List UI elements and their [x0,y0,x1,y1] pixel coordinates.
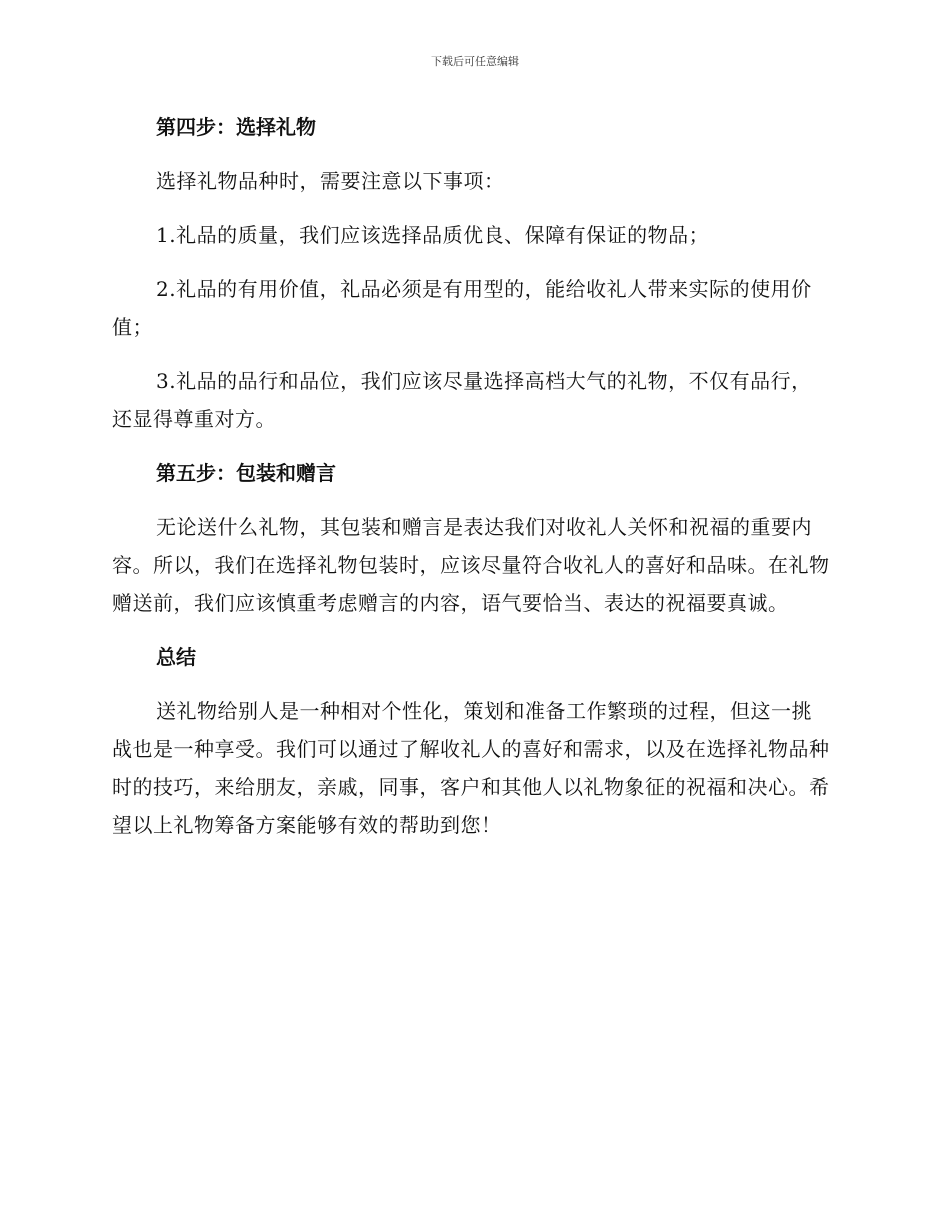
step4-heading: 第四步：选择礼物 [156,115,316,139]
step4-intro: 选择礼物品种时，需要注意以下事项： [156,169,505,193]
step5-heading: 第五步：包装和赠言 [156,461,336,485]
step4-item-2: 2.礼品的有用价值，礼品必须是有用型的，能给收礼人带来实际的使用价值； [112,277,812,339]
summary-body: 送礼物给别人是一种相对个性化，策划和准备工作繁琐的过程，但这一挑战也是一种享受。我们可以通过了解收礼人的喜好和需求，以及在选择礼物品种时的技巧，来给朋友，亲戚，同事，客户和其他人以礼物象征的祝福和决心。希望以上礼物筹备方案能够有效的帮助到您！ [112,699,830,837]
document-body [112,108,832,860]
step4-item-1: 1.礼品的质量，我们应该选择品质优良、保障有保证的物品； [156,223,710,247]
header-note: 下载后可任意编辑 [431,55,519,68]
summary-heading: 总结 [156,645,196,669]
step5-body: 无论送什么礼物，其包装和赠言是表达我们对收礼人关怀和祝福的重要内容。所以，我们在选择礼物包装时，应该尽量符合收礼人的喜好和品味。在礼物赠送前，我们应该慎重考虑赠言的内容，语气要恰当、表达的祝福要真诚。 [112,515,830,615]
step4-item-3: 3.礼品的品行和品位，我们应该尽量选择高档大气的礼物，不仅有品行，还显得尊重对方。 [112,369,812,431]
